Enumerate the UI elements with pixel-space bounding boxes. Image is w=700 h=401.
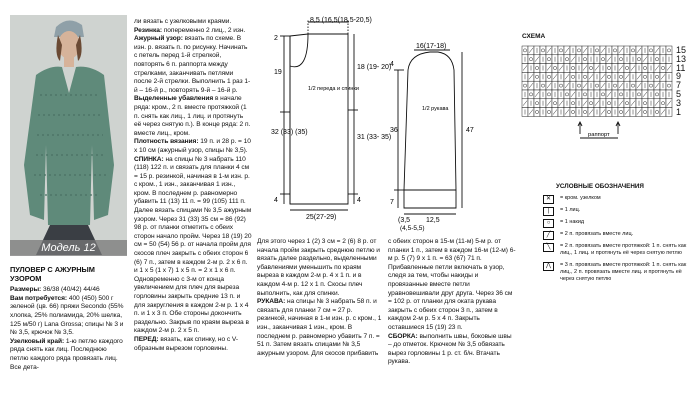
materials-label: Вам потребуется:	[10, 294, 68, 302]
chart-cell	[534, 64, 540, 73]
sleeve-outline	[404, 52, 456, 208]
chart-cell	[528, 55, 534, 64]
chart-cell	[582, 108, 588, 117]
schema-title: СХЕМА	[522, 33, 546, 40]
lace-chart	[520, 42, 675, 142]
sleeve-bottom-sizes: (4,5-5,5)	[400, 225, 425, 232]
col4-text: с обеих сторон в 15-м (11-м) 5-м р. от планки 1 п., затем в каждом 16-м (12-м) 6-м р. 5 (7) 9 х 1 п. = 63 (67) 71 п. Прибавленные петли включать в узор, следя за тем, чтобы накиды и провязанные вместе петли уравновешивали друг друга. Через 36 см = 102 р. от планки для оката рукава закрыть с обеих сторон 3 п., затем в каждом 2-м р. 5 х 4 п. Закрыть оставшиеся 15 (19) 23 п.	[388, 238, 516, 331]
chart-cell	[624, 99, 630, 108]
chart-cell	[636, 90, 642, 99]
sleeves-label: РУКАВА:	[257, 298, 286, 306]
front-label: ПЕРЕД:	[134, 335, 159, 343]
chart-cell	[630, 46, 636, 55]
chart-cell	[582, 90, 588, 99]
gauge-label: Плотность вязания:	[134, 138, 199, 146]
article-title: ПУЛОВЕР С АЖУРНЫМ УЗОРОМ	[10, 265, 95, 283]
chart-cell	[594, 46, 600, 55]
chart-cell	[618, 108, 624, 117]
column-2	[134, 18, 252, 353]
chart-cell	[642, 99, 648, 108]
chart-cell	[546, 55, 552, 64]
sleeve-left-length: 36	[390, 127, 398, 134]
chart-cell	[522, 81, 528, 90]
front-left-body-value: 32 (33) (35)	[271, 129, 308, 136]
front-bottom-width: 25(27-29)	[306, 214, 337, 221]
front-right-bottom: 4	[357, 197, 361, 204]
chart-cell	[624, 64, 630, 73]
lace-label: Ажурный узор:	[134, 35, 183, 43]
chart-cell	[600, 55, 606, 64]
decrease-text: в начале ряда: кром., 2 п. вместе протяжкой (1 п. снять как лиц., 1 лиц. и протянуть её через снятую п.). В конце ряда: 2 п. вместе лиц., кром.	[134, 95, 251, 137]
chart-cell	[534, 99, 540, 108]
front-center-label: 1/2 переда и спинки	[308, 86, 359, 92]
front-text: вязать, как спинку, но с V-образным вырезом горловины.	[134, 335, 239, 352]
chart-cell	[570, 108, 576, 117]
chart-cell	[648, 81, 654, 90]
chart-cell	[552, 64, 558, 73]
chart-cell	[618, 72, 624, 81]
decrease-label: Выделенные убавления	[134, 95, 214, 103]
legend-symbol-icon: ✕	[543, 195, 554, 204]
chart-cell	[660, 99, 666, 108]
chart-row-label: 13	[676, 53, 687, 64]
front-left-top: 2	[274, 35, 278, 42]
assembly-text: выполнить швы, боковые швы – до отметок. Крючком № 3,5 обвязать вырез горловины 1 р. ст. б/н. Втачать рукава.	[388, 332, 512, 366]
sleeve-top-width: 16(17-18)	[416, 43, 447, 50]
lace-text: вязать по схеме. В изн. р. вязать п. по рисунку. Начинать с петель перед 1-й стрелкой, повторять 6 п. раппорта между стрелками, заканчивать петлями после 2-й стрелки. Выполнить 1 раз 1-й – 16-й р., повторять 9-й – 16-й р.	[134, 35, 251, 94]
back-text: на спицы № 3 набрать 110 (118) 122 п. и связать для планки 4 см = 15 р. резинкой, начиная в 1-м изн. р. с кром., 1 изн., заканчивая 1 изн., кром. В последнем р. равномерно убавить 11 (13) 11 п. = 99 (105) 111 п. Далее вязать спицами № 3,5 ажурным узором. Через 31 (33) 35 см = 86 (92) 98 р. от планки отметить с обеих сторон начало пройм. Через 18 (19) 20 см = 50 (54) 56 р. от начала пройм для скосов плеч закрыть с обеих сторон 6 (6) 7 п., затем в каждом 2-м р. 2 х 6 п. и 1 х 5 (1 х 7) 1 х 5 п. = 2 х 1 х 6 п. Одновременно с 3-м от конца увеличением для плеч для выреза горловины закрыть средние 13 п. и для закругления в каждом 2-м р. 1 х 4 п. и 1 х 3 п. Обе стороны докончить раздельно. Закрыв по краям выреза в каждом 2-м р. 2 х 5 п.	[134, 155, 252, 335]
chart-cell	[654, 55, 660, 64]
model-photo	[10, 15, 127, 255]
sleeve-right-length: 47	[466, 127, 474, 134]
chart-cell	[612, 46, 618, 55]
chart-cell	[546, 108, 552, 117]
chart-cell	[630, 81, 636, 90]
chart-cell	[570, 64, 576, 73]
chart-cell	[558, 46, 564, 55]
legend-item	[543, 243, 693, 257]
front-left-armhole: 19	[274, 69, 282, 76]
column-3	[257, 238, 383, 358]
front-top-width: 8,5 (16,5(18,5-20,5)	[310, 17, 372, 24]
legend-text: = 3 п. провязать вместе протяжкой: 1 п. снять как лиц., 2 п. провязать вместе лиц. и протянуть её через снятую петлю	[560, 262, 687, 282]
gauge-text: 19 п. и 28 р. = 10 х 10 см (ажурный узор, спицы № 3,5).	[134, 138, 251, 154]
rib-text: попеременно 2 лиц., 2 изн.	[163, 26, 246, 34]
chart-cell	[642, 64, 648, 73]
chart-cell	[594, 81, 600, 90]
chart-cell	[636, 55, 642, 64]
chart-row-label: 5	[676, 89, 682, 99]
chart-cell	[570, 72, 576, 81]
chart-row-label: 11	[676, 62, 686, 73]
legend-item	[543, 207, 693, 216]
chart-row-label: 9	[676, 71, 682, 82]
legend-text: = 1 лиц.	[560, 207, 581, 213]
chart-cell	[588, 99, 594, 108]
chart-cell	[654, 90, 660, 99]
model-photo-illustration	[10, 15, 127, 255]
chart-cell	[642, 108, 648, 117]
chart-cell	[564, 90, 570, 99]
chart-cell	[600, 90, 606, 99]
chart-row-label: 7	[676, 80, 682, 91]
sleeve-center-label: 1/2 рукава	[422, 106, 449, 112]
neckline-front	[290, 34, 308, 67]
column-4	[388, 238, 516, 367]
legend-item	[543, 195, 693, 204]
sleeve-bottom-left: (3,5	[398, 217, 411, 224]
front-left-bottom: 4	[274, 197, 278, 204]
chart-cell	[654, 108, 660, 117]
col2-intro: ли вязать с узелковыми краями.	[134, 18, 232, 25]
chart-row-label: 15	[676, 45, 687, 55]
chart-cell	[648, 46, 654, 55]
chart-cell	[540, 81, 546, 90]
chart-cell	[582, 55, 588, 64]
chart-row-label: 1	[676, 106, 682, 117]
sleeve-left-top: 4	[390, 61, 394, 68]
front-right-body: 31 (33- 35)	[357, 134, 392, 141]
chart-cell	[540, 46, 546, 55]
chart-cell	[576, 46, 582, 55]
chart-cell	[546, 72, 552, 81]
chart-cell	[612, 81, 618, 90]
col3-text: Для этого через 1 (2) 3 см = 2 (6) 8 р. от начала пройм закрыть среднюю петлю и вязать далее раздельно, выделенными убавлениями уменьшить по краям выреза в каждом 2-м р. 4 х 1 п. и в каждом 4-м р. 12 х 1 п. Скосы плеч выполнить, как для спинки.	[257, 238, 380, 297]
front-left-body	[271, 129, 308, 136]
chart-cell	[564, 55, 570, 64]
chart-cell	[576, 81, 582, 90]
chart-cell	[666, 81, 672, 90]
edge-value: 1-ю петлю каждого ряда снять как лиц. Последнюю петлю каждого ряда провязать лиц. Все дета-	[10, 337, 123, 371]
legend-symbol-icon: ○	[543, 219, 554, 228]
rib-label: Резинка:	[134, 26, 162, 34]
sleeve-left-bottom: 7	[390, 199, 394, 206]
legend-title: УСЛОВНЫЕ ОБОЗНАЧЕНИЯ	[556, 183, 644, 190]
assembly-label: СБОРКА:	[388, 332, 418, 340]
legend-symbol-icon: ⋀	[543, 262, 554, 271]
front-back-pattern	[260, 14, 392, 236]
legend-item	[543, 231, 693, 240]
chart-cell	[642, 72, 648, 81]
chart-cell	[522, 46, 528, 55]
back-label: СПИНКА:	[134, 155, 164, 163]
chart-cell	[618, 55, 624, 64]
rapport-label: раппорт	[588, 132, 610, 138]
chart-cell	[582, 72, 588, 81]
legend-item	[543, 219, 693, 228]
chart-cell	[606, 64, 612, 73]
sleeves-text: на спицы № 3 набрать 58 п. и связать для планки 7 см = 27 р. резинкой, начиная в 1-м изн. р. с кром., 1 изн., заканчивая 1 изн., кром. В последнем р. равномерно убавить 7 п. = 51 п. Затем вязать спицами № 3,5 ажурным узором. Для скосов прибавить	[257, 298, 382, 357]
chart-cell	[654, 72, 660, 81]
legend-text: = 2 п. провязать вместе протяжкой: 1 п. снять как лиц., 1 лиц. и протянуть её через снятую петлю	[560, 243, 687, 256]
legend-symbol-icon: |	[543, 207, 554, 216]
chart-cell	[660, 64, 666, 73]
chart-cell	[606, 108, 612, 117]
legend-text: = кром. узелком	[560, 195, 601, 201]
chart-cell	[588, 64, 594, 73]
chart-cell	[618, 90, 624, 99]
sizes-label: Размеры:	[10, 286, 42, 294]
legend-symbol-icon: ╱	[543, 231, 554, 240]
chart-cell	[666, 46, 672, 55]
chart-cell	[534, 72, 540, 81]
legend-text: = 1 накид	[560, 219, 585, 225]
front-right-armhole: 18 (19- 20)	[357, 64, 392, 71]
chart-cell	[528, 90, 534, 99]
chart-cell	[558, 81, 564, 90]
chart-cell	[546, 90, 552, 99]
materials-value: 400 (450) 500 г зеленой (цв. 66) пряжи Secondo (55% хлопка, 25% полиамида, 20% шелка, 125 м/50 г) Lana Grossa; спицы № 3 и № 3,5, крючок № 3,5.	[10, 294, 124, 337]
legend-text: = 2 п. провязать вместе лиц.	[560, 231, 634, 237]
front-back-outline	[290, 34, 348, 204]
edge-label: Узелковый край:	[10, 337, 65, 345]
column-1	[10, 266, 125, 372]
chart-cell	[534, 108, 540, 117]
sizes-value: 36/38 (40/42) 44/46	[42, 286, 100, 294]
chart-cell	[570, 99, 576, 108]
chart-cell	[606, 72, 612, 81]
sleeve-pattern	[390, 40, 500, 230]
legend-symbol-icon: ╲	[543, 243, 554, 252]
model-caption: Модель 12	[10, 240, 127, 256]
legend-item	[543, 262, 693, 282]
chart-cell	[552, 99, 558, 108]
chart-cell	[606, 99, 612, 108]
sleeve-bottom-width: 12,5	[426, 217, 440, 224]
chart-row-label: 3	[676, 97, 682, 108]
